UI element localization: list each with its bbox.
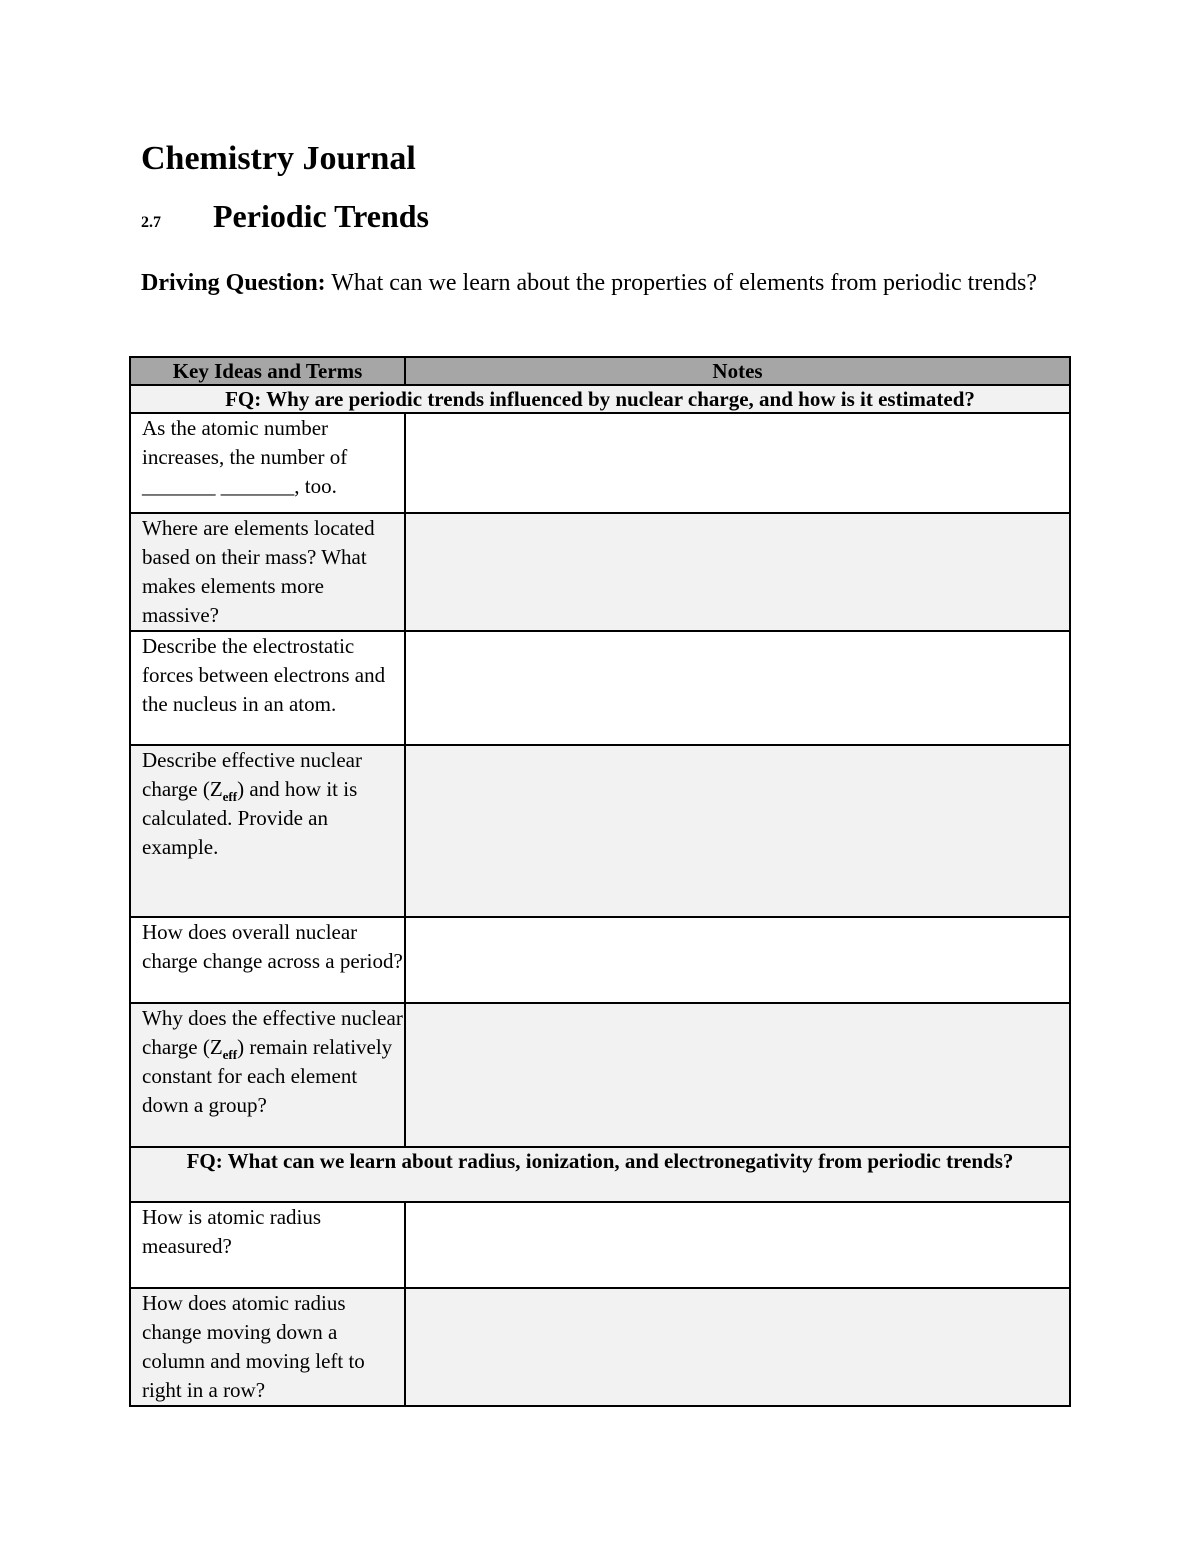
notes-cell[interactable]: [405, 1288, 1070, 1406]
focus-question-2: FQ: What can we learn about radius, ionization, and electronegativity from periodic trends?: [130, 1147, 1070, 1202]
table-row: [130, 1288, 1070, 1406]
notes-cell[interactable]: [405, 413, 1070, 513]
table-row: [130, 1003, 1070, 1147]
notes-cell[interactable]: [405, 1202, 1070, 1288]
driving-question-label: Driving Question:: [141, 270, 326, 296]
notes-cell[interactable]: [405, 745, 1070, 917]
prompt-subscript: eff: [222, 789, 238, 805]
table-header-row: [130, 357, 1070, 385]
table-row: [130, 413, 1070, 513]
notes-cell[interactable]: [405, 1003, 1070, 1147]
notes-table: [129, 356, 1071, 1407]
lesson-title: Periodic Trends: [213, 198, 429, 234]
prompt-subscript: eff: [222, 1047, 238, 1063]
notes-header: Notes: [405, 357, 1070, 385]
prompt-text: Describe effective nuclear charge (Z: [142, 748, 362, 801]
notes-cell[interactable]: [405, 631, 1070, 745]
driving-question: [141, 267, 1041, 299]
prompt-cell: How does atomic radius change moving down a column and moving left to right in a row?: [130, 1288, 405, 1406]
table-row: [130, 917, 1070, 1003]
table-row: [130, 513, 1070, 631]
focus-question-row: [130, 1147, 1070, 1202]
focus-question-row: [130, 385, 1070, 413]
table-row: [130, 745, 1070, 917]
table-row: [130, 631, 1070, 745]
prompt-cell: Where are elements located based on their mass? What makes elements more massive?: [130, 513, 405, 631]
prompt-cell: How is atomic radius measured?: [130, 1202, 405, 1288]
journal-title: Chemistry Journal: [141, 140, 416, 177]
notes-cell[interactable]: [405, 917, 1070, 1003]
prompt-cell: Describe the electrostatic forces between electrons and the nucleus in an atom.: [130, 631, 405, 745]
prompt-text: ) and how it is calculated. Provide an example.: [142, 777, 358, 859]
lesson-number: 2.7: [141, 214, 161, 231]
prompt-cell: [130, 745, 405, 917]
focus-question-1: FQ: Why are periodic trends influenced by nuclear charge, and how is it estimated?: [130, 385, 1070, 413]
table-row: [130, 1202, 1070, 1288]
prompt-text: Why does the effective nuclear charge (Z: [142, 1006, 403, 1059]
notes-cell[interactable]: [405, 513, 1070, 631]
prompt-cell: How does overall nuclear charge change across a period?: [130, 917, 405, 1003]
key-ideas-header: Key Ideas and Terms: [130, 357, 405, 385]
prompt-cell: As the atomic number increases, the number of _______ _______, too.: [130, 413, 405, 513]
driving-question-text: What can we learn about the properties of elements from periodic trends?: [331, 270, 1037, 296]
prompt-text: ) remain relatively constant for each element down a group?: [142, 1035, 393, 1117]
prompt-cell: [130, 1003, 405, 1147]
lesson-heading: [141, 198, 429, 235]
